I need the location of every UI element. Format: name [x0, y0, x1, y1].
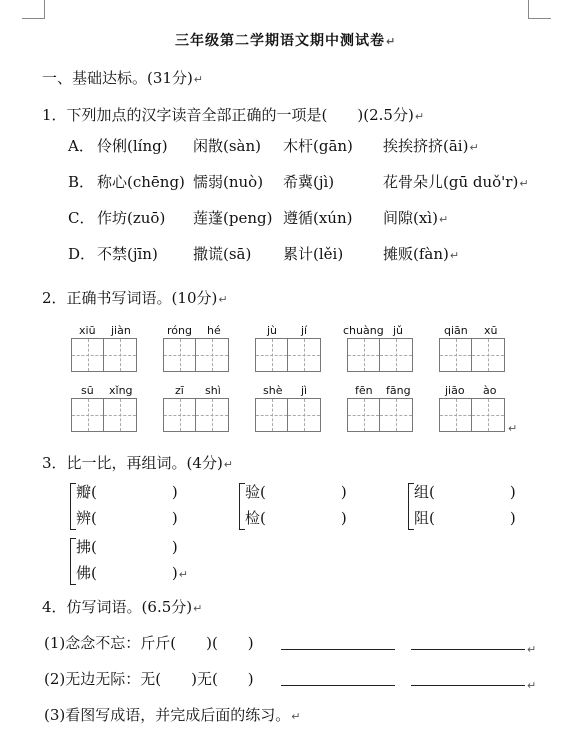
compare-word: 拂( ) [76, 538, 178, 556]
option-b-item-2: 懦弱(nuò) [193, 173, 264, 191]
answer-line[interactable] [281, 685, 395, 686]
writing-box[interactable] [347, 398, 380, 432]
option-c-item-2: 莲蓬(peng) [193, 209, 273, 227]
pinyin-label: hé [207, 324, 221, 337]
pinyin-group [71, 324, 139, 374]
pinyin-label: jiàn [111, 324, 131, 337]
option-a-item-1: 伶俐(líng) [97, 137, 168, 155]
crop-mark-top-right [528, 0, 551, 19]
question-3-stem: 3．比一比，再组词。(4分)↵ [42, 454, 234, 472]
writing-box[interactable] [347, 338, 380, 372]
writing-box[interactable] [104, 398, 137, 432]
crop-mark-top-left [22, 0, 45, 19]
paragraph-mark: ↵ [527, 643, 537, 656]
pinyin-label: ào [483, 384, 497, 397]
imitate-line-2: (2)无边无际：无( )无( ) [44, 670, 254, 688]
option-b-label: B． [68, 173, 95, 191]
pinyin-label: xǐng [109, 384, 133, 397]
option-a-label: A． [68, 137, 94, 155]
option-b-item-4: 花骨朵儿(gū duǒ'r)↵ [383, 173, 529, 191]
writing-box[interactable] [196, 338, 229, 372]
compare-word: 辨( ) [76, 509, 178, 527]
pinyin-group [439, 324, 507, 374]
writing-box[interactable] [472, 338, 505, 372]
option-c-item-1: 作坊(zuō) [97, 209, 166, 227]
option-a-item-2: 闲散(sàn) [193, 137, 262, 155]
option-d-item-2: 撒谎(sā) [193, 245, 252, 263]
pinyin-group [71, 384, 139, 434]
question-4-stem: 4．仿写词语。(6.5分)↵ [42, 598, 203, 616]
pinyin-label: xū [484, 324, 498, 337]
compare-word: 瓣( ) [76, 483, 178, 501]
pinyin-label: jù [267, 324, 278, 337]
writing-box[interactable] [255, 338, 288, 372]
pinyin-group [347, 384, 415, 434]
option-b-item-3: 希冀(jì) [283, 173, 335, 191]
pinyin-label: jì [301, 384, 308, 397]
pinyin-label: fēn [355, 384, 373, 397]
question-1-stem: 1．下列加点的汉字读音全部正确的一项是( )(2.5分)↵ [42, 106, 425, 124]
pinyin-label: chuàng [343, 324, 384, 337]
writing-box[interactable] [71, 398, 104, 432]
imitate-line-1: (1)念念不忘：斤斤( )( ) [44, 634, 254, 652]
writing-box[interactable] [163, 398, 196, 432]
question-2-stem: 2．正确书写词语。(10分)↵ [42, 289, 228, 307]
writing-box[interactable] [71, 338, 104, 372]
compare-word: 佛( )↵ [76, 564, 188, 582]
option-b-item-1: 称心(chēng) [97, 173, 185, 191]
pinyin-label: róng [167, 324, 192, 337]
page-title: 三年级第二学期语文期中测试卷↵ [175, 33, 397, 49]
writing-box[interactable] [380, 338, 413, 372]
writing-box[interactable] [439, 338, 472, 372]
pinyin-label: jiāo [445, 384, 465, 397]
pinyin-label: xiū [79, 324, 96, 337]
option-d-item-4: 摊贩(fàn)↵ [383, 245, 460, 263]
pinyin-label: sū [81, 384, 94, 397]
pinyin-label: jí [301, 324, 308, 337]
compare-word: 阻( ) [414, 509, 516, 527]
pinyin-label: fāng [386, 384, 411, 397]
pinyin-label: zī [175, 384, 184, 397]
writing-box[interactable] [196, 398, 229, 432]
writing-box[interactable] [104, 338, 137, 372]
option-c-item-4: 间隙(xì)↵ [383, 209, 449, 227]
compare-word: 检( ) [245, 509, 347, 527]
pinyin-group [163, 324, 231, 374]
compare-word: 组( ) [414, 483, 516, 501]
pinyin-group [255, 384, 323, 434]
option-a-item-4: 挨挨挤挤(āi)↵ [383, 137, 479, 155]
answer-line[interactable] [281, 649, 395, 650]
writing-box[interactable] [255, 398, 288, 432]
imitate-line-3: (3)看图写成语，并完成后面的练习。↵ [44, 706, 301, 724]
compare-word: 验( ) [245, 483, 347, 501]
pinyin-group [163, 384, 231, 434]
section-heading: 一、基础达标。(31分)↵ [42, 69, 204, 87]
answer-line[interactable] [411, 685, 525, 686]
pinyin-label: qiān [444, 324, 468, 337]
writing-box[interactable] [163, 338, 196, 372]
option-d-item-3: 累计(lěi) [283, 245, 344, 263]
option-c-label: C． [68, 209, 95, 227]
writing-box[interactable] [288, 338, 321, 372]
pinyin-group: jiāo ào ↵ [439, 384, 517, 434]
pinyin-label: shì [205, 384, 221, 397]
option-d-label: D． [68, 245, 96, 263]
pinyin-group [343, 324, 415, 374]
pinyin-label: jǔ [393, 324, 404, 337]
writing-box[interactable] [472, 398, 505, 432]
answer-line[interactable] [411, 649, 525, 650]
writing-box[interactable] [439, 398, 472, 432]
option-c-item-3: 遵循(xún) [283, 209, 353, 227]
paragraph-mark: ↵ [527, 679, 537, 692]
option-a-item-3: 木杆(gān) [283, 137, 353, 155]
pinyin-label: shè [263, 384, 283, 397]
writing-box[interactable] [288, 398, 321, 432]
pinyin-group [255, 324, 323, 374]
writing-box[interactable] [380, 398, 413, 432]
option-d-item-1: 不禁(jīn) [97, 245, 158, 263]
